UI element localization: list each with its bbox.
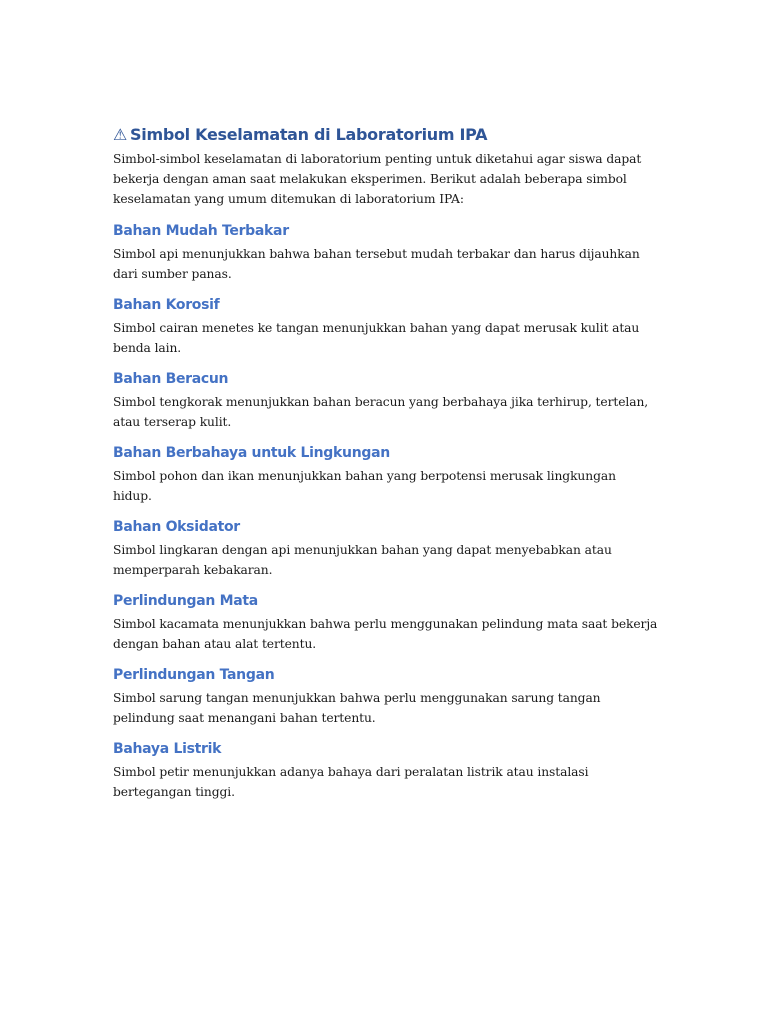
section-text: Simbol tengkorak menunjukkan bahan beracun yang berbahaya jika terhirup, tertelan, atau terserap kulit. [113,395,649,429]
section-text: Simbol lingkaran dengan api menunjukkan bahan yang dapat menyebabkan atau memperparah kebakaran. [113,543,612,577]
section-bahan-mudah-terbakar [113,222,658,284]
section-text: Simbol sarung tangan menunjukkan bahwa perlu menggunakan sarung tangan pelindung saat menangani bahan tertentu. [113,691,601,725]
section-perlindungan-tangan [113,666,658,728]
section-heading: Bahan Oksidator [113,519,240,535]
section-bahan-korosif [113,296,658,358]
section-text: Simbol kacamata menunjukkan bahwa perlu menggunakan pelindung mata saat bekerja dengan bahan atau alat tertentu. [113,617,658,651]
section-heading: Bahan Korosif [113,297,220,313]
document-title [113,124,658,146]
section-perlindungan-mata [113,592,658,654]
section-heading: Bahan Berbahaya untuk Lingkungan [113,445,390,461]
section-bahaya-listrik [113,740,658,802]
section-text: Simbol api menunjukkan bahwa bahan tersebut mudah terbakar dan harus dijauhkan dari sumber panas. [113,247,640,281]
section-heading: Bahaya Listrik [113,741,222,757]
section-text: Simbol cairan menetes ke tangan menunjukkan bahan yang dapat merusak kulit atau benda lain. [113,321,640,355]
section-heading: Bahan Mudah Terbakar [113,223,289,239]
section-text: Simbol petir menunjukkan adanya bahaya dari peralatan listrik atau instalasi bertegangan tinggi. [113,765,589,799]
section-bahan-berbahaya-lingkungan [113,444,658,506]
section-heading: Perlindungan Tangan [113,667,275,683]
section-bahan-beracun [113,370,658,432]
document-page [113,124,658,814]
section-bahan-oksidator [113,518,658,580]
document-title-text: Simbol Keselamatan di Laboratorium IPA [130,125,488,144]
section-heading: Perlindungan Mata [113,593,258,609]
section-heading: Bahan Beracun [113,371,229,387]
warning-icon: ⚠ [113,125,128,144]
intro-paragraph: Simbol-simbol keselamatan di laboratorium penting untuk diketahui agar siswa dapat bekerja dengan aman saat melakukan eksperimen. Berikut adalah beberapa simbol keselamatan yang umum ditemukan di laboratorium IPA: [113,152,642,206]
section-text: Simbol pohon dan ikan menunjukkan bahan yang berpotensi merusak lingkungan hidup. [113,469,616,503]
